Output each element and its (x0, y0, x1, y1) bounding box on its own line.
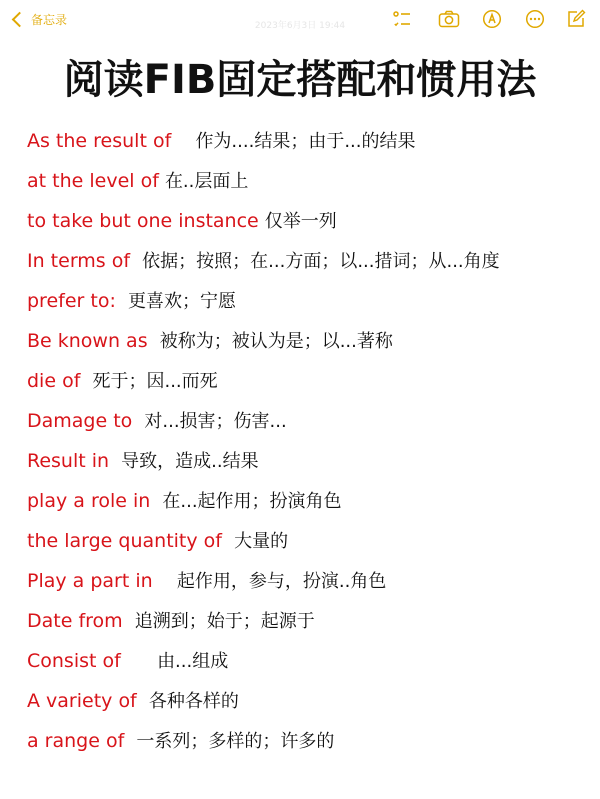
phrase-gap (132, 410, 144, 432)
phrase-english: prefer to: (27, 290, 116, 312)
phrase-row (27, 566, 597, 606)
phrase-chinese: 对...损害；伤害... (144, 411, 287, 432)
phrase-gap (80, 370, 92, 392)
phrase-row (27, 406, 597, 446)
camera-button[interactable] (438, 9, 460, 29)
phrase-gap (150, 490, 162, 512)
phrase-english: Be known as (27, 330, 148, 352)
back-button[interactable] (10, 8, 67, 30)
chevron-left-icon (12, 11, 28, 27)
phrase-row (27, 206, 597, 246)
phrase-row (27, 166, 597, 206)
back-label: 备忘录 (31, 12, 68, 27)
phrase-chinese: 起作用，参与，扮演..角色 (176, 571, 387, 592)
phrase-row (27, 526, 597, 566)
checklist-button[interactable] (392, 9, 412, 29)
phrase-english: Damage to (27, 410, 133, 432)
phrase-english: a range of (27, 730, 125, 752)
phrase-english: die of (27, 370, 81, 392)
phrase-english: Play a part in (27, 570, 153, 592)
phrase-row (27, 486, 597, 526)
phrase-gap (171, 130, 195, 152)
phrase-list (27, 126, 597, 766)
phrase-row (27, 646, 597, 686)
phrase-chinese: 由...组成 (157, 651, 229, 672)
phrase-row (27, 246, 597, 286)
phrase-chinese: 仅举一列 (264, 211, 337, 232)
phrase-chinese: 导致，造成..结果 (121, 451, 259, 472)
phrase-chinese: 一系列；多样的；许多的 (136, 731, 335, 752)
phrase-row (27, 286, 597, 326)
phrase-english: play a role in (27, 490, 151, 512)
phrase-row (27, 446, 597, 486)
phrase-row (27, 686, 597, 726)
phrase-chinese: 死于；因...而死 (92, 371, 218, 392)
phrase-chinese: 各种各样的 (148, 691, 239, 712)
phrase-english: In terms of (27, 250, 131, 272)
more-button[interactable] (525, 9, 545, 29)
phrase-chinese: 在..层面上 (164, 171, 249, 192)
phrase-gap (222, 530, 234, 552)
phrase-gap (123, 610, 135, 632)
camera-icon (438, 9, 460, 29)
phrase-gap (121, 650, 157, 672)
phrase-row (27, 726, 597, 766)
phrase-gap (116, 290, 128, 312)
phrase-gap (130, 250, 142, 272)
phrase-chinese: 被称为；被认为是；以...著称 (159, 331, 393, 352)
notes-toolbar (0, 0, 600, 36)
phrase-english: Result in (27, 450, 110, 472)
phrase-row (27, 606, 597, 646)
phrase-english: at the level of (27, 170, 159, 192)
phrase-gap (153, 570, 177, 592)
phrase-chinese: 大量的 (234, 531, 289, 552)
note-title: 阅读FIB固定搭配和惯用法 (63, 57, 537, 103)
phrase-gap (148, 330, 160, 352)
phrase-english: As the result of (27, 130, 172, 152)
markup-button[interactable] (482, 9, 502, 29)
note-date: 2023年6月3日 19:44 (254, 21, 346, 31)
phrase-gap (137, 690, 149, 712)
phrase-chinese: 更喜欢；宁愿 (127, 291, 236, 312)
phrase-english: to take but one instance (27, 210, 259, 232)
more-icon (525, 9, 545, 29)
phrase-chinese: 在...起作用；扮演角色 (162, 491, 342, 512)
phrase-gap (109, 450, 121, 472)
phrase-row (27, 126, 597, 166)
phrase-english: the large quantity of (27, 530, 222, 552)
phrase-chinese: 依据；按照；在...方面；以...措词；从...角度 (142, 251, 500, 272)
markup-pen-icon (482, 9, 502, 29)
compose-icon (566, 9, 586, 29)
phrase-gap (124, 730, 136, 752)
phrase-english: Consist of (27, 650, 121, 672)
phrase-chinese: 追溯到；始于；起源于 (134, 611, 315, 632)
phrase-row (27, 326, 597, 366)
compose-button[interactable] (566, 9, 586, 29)
phrase-row (27, 366, 597, 406)
phrase-english: Date from (27, 610, 123, 632)
phrase-chinese: 作为....结果；由于...的结果 (195, 131, 416, 152)
phrase-english: A variety of (27, 690, 137, 712)
checklist-icon (392, 9, 412, 29)
